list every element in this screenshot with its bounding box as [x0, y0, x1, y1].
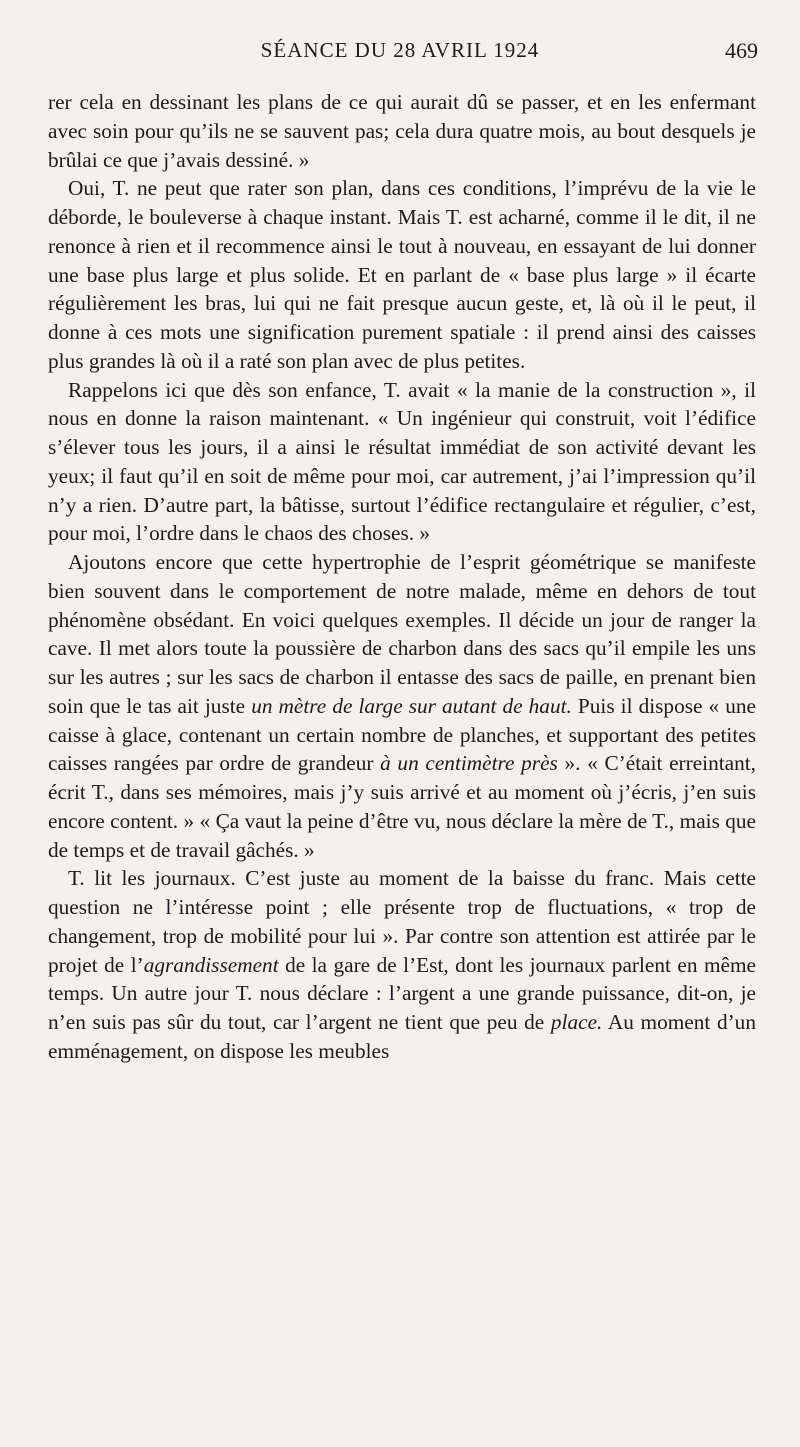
text-segment: Oui, T. ne peut que rater son plan, dans ces conditions, l’imprévu de la vie le déborde, le bouleverse à chaque instant. Mais T. est acharné, comme il le dit, il ne renonce à rien et il recommence ainsi le tout à nouveau, en essayant de lui donner une base plus large et plus solide. Et en parlant de « base plus large » il écarte régulièrement les bras, lui qui ne fait presque aucun geste, et, là où il le peut, il donne à ces mots une signification purement spatiale : il prend ainsi des caisses plus grandes là où il a raté son plan avec de plus petites.	[48, 176, 756, 373]
text-segment: Rappelons ici que dès son enfance, T. avait « la manie de la construction », il nous en donne la raison maintenant. « Un ingénieur qui construit, voit l’édifice s’élever tous les jours, il a ainsi le résultat immédiat de son activité devant les yeux; il faut qu’il en soit de même pour moi, car autrement, j’ai l’impression qu’il n’y a rien. D’autre part, la bâtisse, surtout l’édifice rectangulaire et régulier, c’est, pour moi, l’ordre dans le chaos des choses. »	[48, 377, 756, 546]
text-segment: ». « C’était erreintant, écrit T., dans ses mémoires, mais j’y suis arrivé et au moment où j’écris, j’en suis encore content. » « Ça vaut la peine d’être vu, nous déclare la mère de T., mais que de temps et de travail gâchés. »	[48, 751, 756, 862]
text-segment: rer cela en dessinant les plans de ce qui aurait dû se passer, et en les enfermant avec soin pour qu’ils ne se sauvent pas; cela dura quatre mois, au bout desquels je brûlai ce que j’avais dessiné. »	[48, 90, 756, 172]
running-head	[48, 38, 758, 70]
running-title: SÉANCE DU 28 AVRIL 1924	[260, 38, 540, 62]
paragraph	[48, 376, 756, 549]
text-segment: Puis il dispose « une caisse à glace, contenant un certain nombre de planches, et supportant des petites caisses rangées par ordre de grandeur	[48, 693, 756, 776]
italic-text-segment: place.	[550, 1010, 603, 1034]
paragraph	[48, 548, 756, 864]
paragraph	[48, 864, 756, 1065]
text-segment: Ajoutons encore que cette hypertrophie de l’esprit géométrique se manifeste bien souvent dans le comportement de notre malade, même en dehors de tout phénomène obsédant. En voici quelques exemples. Il décide un jour de ranger la cave. Il met alors toute la poussière de charbon dans des sacs qu’il empile les uns sur les autres ; sur les sacs de charbon il entasse des sacs de paille, en prenant bien soin que le tas ait juste	[48, 550, 756, 718]
paragraph	[48, 88, 756, 174]
text-segment: de la gare de l’Est, dont les journaux parlent en même temps. Un autre jour T. nous déclare : l’argent a une grande puissance, dit-on, je n’en suis pas sûr du tout, car l’argent ne tient que peu de	[48, 952, 757, 1034]
page-number: 469	[725, 38, 758, 63]
paragraph	[48, 174, 756, 375]
italic-text-segment: à un centimètre près	[380, 751, 558, 776]
text-segment: T. lit les journaux. C’est juste au moment de la baisse du franc. Mais cette question ne l’intéresse point ; elle présente trop de fluctuations, « trop de changement, trop de mobilité pour lui ». Par contre son attention est attirée par le projet de l’	[48, 866, 756, 977]
text-body	[48, 88, 756, 1066]
text-segment: Au moment d’un emménagement, on dispose les meubles	[48, 1010, 756, 1063]
italic-text-segment: agrandissement	[143, 952, 279, 977]
italic-text-segment: un mètre de large sur autant de haut.	[251, 693, 572, 718]
